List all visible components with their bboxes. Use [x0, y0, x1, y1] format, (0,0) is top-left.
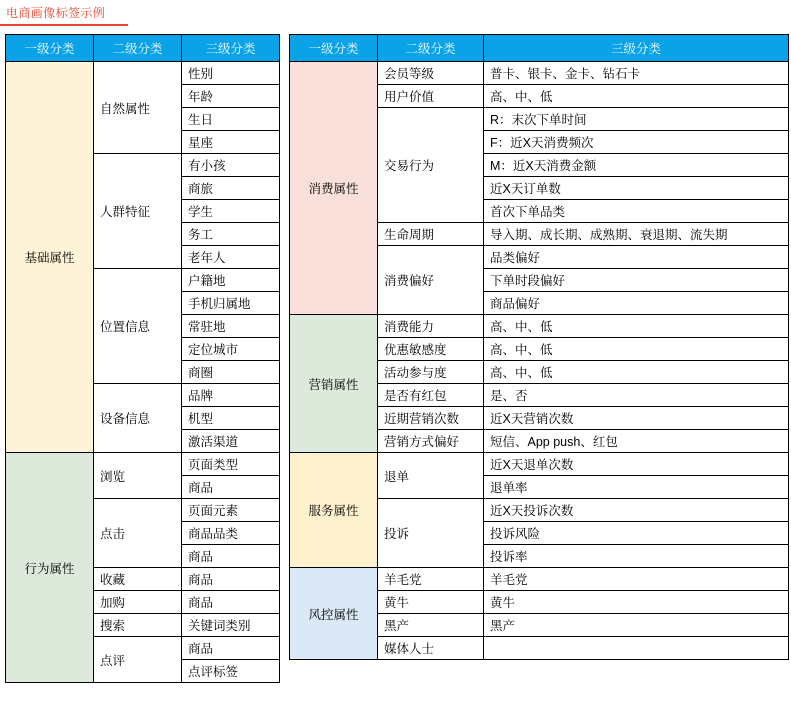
right-label-table	[289, 34, 789, 660]
level3-cell: 下单时段偏好	[484, 269, 789, 292]
level3-cell: 有小孩	[182, 154, 280, 177]
level3-cell: 高、中、低	[484, 338, 789, 361]
column-header-level3: 三级分类	[484, 35, 789, 62]
level3-cell: 性别	[182, 62, 280, 85]
level3-cell: 务工	[182, 223, 280, 246]
level3-cell: 星座	[182, 131, 280, 154]
header-row	[290, 35, 789, 62]
level3-cell: 商品	[182, 637, 280, 660]
level2-cell: 点击	[94, 499, 182, 568]
level3-cell: 户籍地	[182, 269, 280, 292]
level2-cell: 退单	[378, 453, 484, 499]
level3-cell: 页面类型	[182, 453, 280, 476]
table-row	[290, 315, 789, 338]
right-table-body	[290, 62, 789, 660]
level3-cell: 生日	[182, 108, 280, 131]
right-table-header	[290, 35, 789, 62]
level1-cell: 基础属性	[6, 62, 94, 453]
table-row	[290, 568, 789, 591]
level2-cell: 加购	[94, 591, 182, 614]
level3-cell: F：近X天消费频次	[484, 131, 789, 154]
level3-cell: 投诉率	[484, 545, 789, 568]
level2-cell: 收藏	[94, 568, 182, 591]
tables-container	[0, 26, 791, 683]
level3-cell: 定位城市	[182, 338, 280, 361]
level2-cell: 黑产	[378, 614, 484, 637]
level3-cell: 品类偏好	[484, 246, 789, 269]
level3-cell: 页面元素	[182, 499, 280, 522]
level3-cell: 老年人	[182, 246, 280, 269]
level2-cell: 生命周期	[378, 223, 484, 246]
level3-cell: 羊毛党	[484, 568, 789, 591]
column-header-level1: 一级分类	[290, 35, 378, 62]
level1-cell: 行为属性	[6, 453, 94, 683]
level3-cell: 激活渠道	[182, 430, 280, 453]
table-row	[6, 62, 280, 85]
level3-cell: 高、中、低	[484, 85, 789, 108]
level1-cell: 消费属性	[290, 62, 378, 315]
level3-cell: 点评标签	[182, 660, 280, 683]
level3-cell: 近X天营销次数	[484, 407, 789, 430]
level2-cell: 投诉	[378, 499, 484, 568]
level3-cell: 商品	[182, 568, 280, 591]
level3-cell: 商品	[182, 545, 280, 568]
level3-cell: 投诉风险	[484, 522, 789, 545]
level3-cell	[484, 637, 789, 660]
level3-cell: 商品	[182, 591, 280, 614]
level2-cell: 活动参与度	[378, 361, 484, 384]
level2-cell: 用户价值	[378, 85, 484, 108]
level3-cell: 导入期、成长期、成熟期、衰退期、流失期	[484, 223, 789, 246]
level3-cell: 商品	[182, 476, 280, 499]
level3-cell: M：近X天消费金额	[484, 154, 789, 177]
level3-cell: 学生	[182, 200, 280, 223]
level2-cell: 人群特征	[94, 154, 182, 269]
level2-cell: 羊毛党	[378, 568, 484, 591]
level3-cell: 关键词类别	[182, 614, 280, 637]
table-row	[290, 62, 789, 85]
level2-cell: 近期营销次数	[378, 407, 484, 430]
level2-cell: 点评	[94, 637, 182, 683]
column-header-level2: 二级分类	[378, 35, 484, 62]
level3-cell: 近X天投诉次数	[484, 499, 789, 522]
level3-cell: 黑产	[484, 614, 789, 637]
level3-cell: 常驻地	[182, 315, 280, 338]
page-title: 电商画像标签示例	[0, 0, 128, 26]
level3-cell: 商旅	[182, 177, 280, 200]
column-header-level3: 三级分类	[182, 35, 280, 62]
level2-cell: 搜索	[94, 614, 182, 637]
left-label-table	[5, 34, 280, 683]
level3-cell: 高、中、低	[484, 361, 789, 384]
level3-cell: R：末次下单时间	[484, 108, 789, 131]
left-table-header	[6, 35, 280, 62]
table-row	[290, 453, 789, 476]
column-header-level2: 二级分类	[94, 35, 182, 62]
level2-cell: 浏览	[94, 453, 182, 499]
level2-cell: 营销方式偏好	[378, 430, 484, 453]
level3-cell: 近X天订单数	[484, 177, 789, 200]
level3-cell: 商品偏好	[484, 292, 789, 315]
column-header-level1: 一级分类	[6, 35, 94, 62]
level3-cell: 年龄	[182, 85, 280, 108]
level3-cell: 普卡、银卡、金卡、钻石卡	[484, 62, 789, 85]
level2-cell: 自然属性	[94, 62, 182, 154]
level2-cell: 设备信息	[94, 384, 182, 453]
level2-cell: 消费能力	[378, 315, 484, 338]
level3-cell: 退单率	[484, 476, 789, 499]
level3-cell: 商圈	[182, 361, 280, 384]
level3-cell: 高、中、低	[484, 315, 789, 338]
level1-cell: 营销属性	[290, 315, 378, 453]
level2-cell: 交易行为	[378, 108, 484, 223]
level2-cell: 会员等级	[378, 62, 484, 85]
level3-cell: 首次下单品类	[484, 200, 789, 223]
level2-cell: 优惠敏感度	[378, 338, 484, 361]
level2-cell: 消费偏好	[378, 246, 484, 315]
level3-cell: 是、否	[484, 384, 789, 407]
table-row	[6, 453, 280, 476]
level3-cell: 近X天退单次数	[484, 453, 789, 476]
level3-cell: 黄牛	[484, 591, 789, 614]
level3-cell: 手机归属地	[182, 292, 280, 315]
level2-cell: 媒体人士	[378, 637, 484, 660]
level3-cell: 品牌	[182, 384, 280, 407]
level2-cell: 黄牛	[378, 591, 484, 614]
level2-cell: 是否有红包	[378, 384, 484, 407]
level1-cell: 风控属性	[290, 568, 378, 660]
header-row	[6, 35, 280, 62]
level3-cell: 机型	[182, 407, 280, 430]
level3-cell: 短信、App push、红包	[484, 430, 789, 453]
left-table-body	[6, 62, 280, 683]
level2-cell: 位置信息	[94, 269, 182, 384]
level3-cell: 商品品类	[182, 522, 280, 545]
level1-cell: 服务属性	[290, 453, 378, 568]
